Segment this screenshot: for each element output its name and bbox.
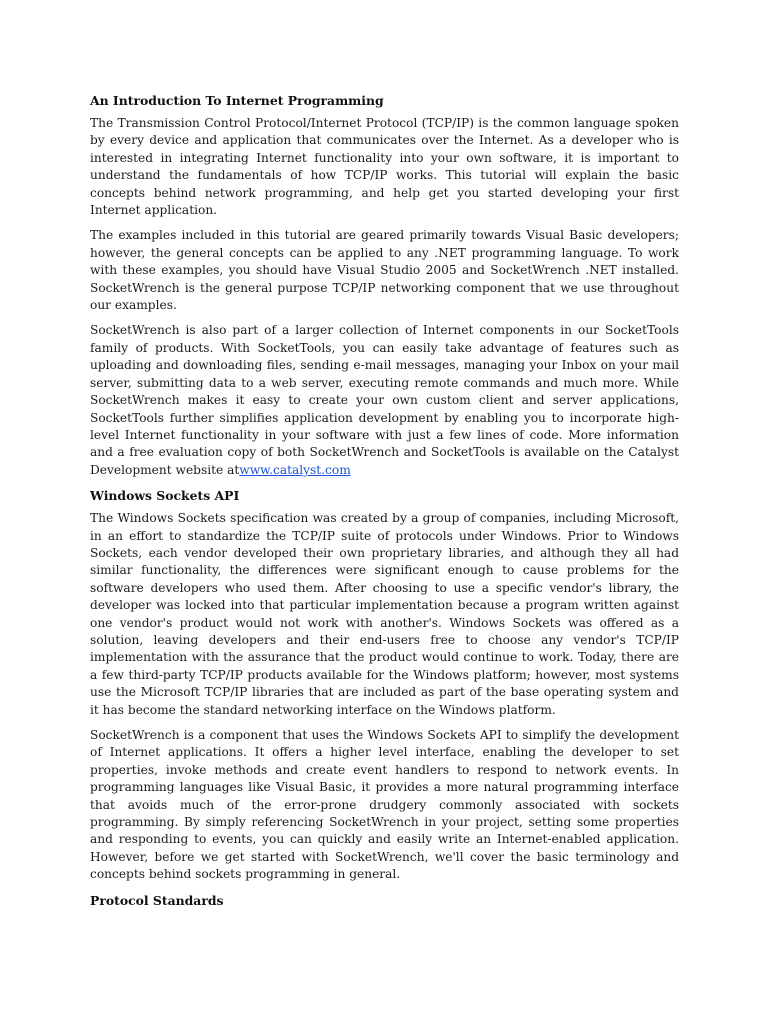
section-heading-windows-sockets: Windows Sockets API: [90, 488, 240, 504]
paragraph: The examples included in this tutorial are geared primarily towards Visual Basic developers; however, the general concepts can be applied to any .NET programming language. To work with these examples, you should have Visual Studio 2005 and SocketWrench .NET installed. SocketWrench is the general purpose TCP/IP networking component that we use throughout our examples.: [90, 228, 679, 313]
document-page: [90, 92, 679, 915]
paragraph: SocketWrench is a component that uses the Windows Sockets API to simplify the development of Internet applications. It offers a higher level interface, enabling the developer to set properties, invoke methods and create event handlers to respond to network events. In programming languages like Visual Basic, it provides a more natural programming interface that avoids much of the error-prone drudgery commonly associated with sockets programming. By simply referencing SocketWrench in your project, setting some properties and responding to events, you can quickly and easily write an Internet-enabled application. However, before we get started with SocketWrench, we'll cover the basic terminology and concepts behind sockets programming in general.: [90, 728, 679, 882]
catalyst-website-link[interactable]: www.catalyst.com: [239, 462, 351, 477]
paragraph-with-link: [90, 322, 679, 479]
paragraph: The Transmission Control Protocol/Internet Protocol (TCP/IP) is the common language spoken by every device and application that communicates over the Internet. As a developer who is interested in integrating Internet functionality into your own software, it is important to understand the fundamentals of how TCP/IP works. This tutorial will explain the basic concepts behind network programming, and help get you started developing your first Internet application.: [90, 116, 679, 218]
section-heading-intro: An Introduction To Internet Programming: [90, 93, 384, 108]
section-heading-protocol-standards: Protocol Standards: [90, 892, 224, 908]
paragraph-text: SocketWrench is also part of a larger collection of Internet components in our SocketTools family of products. With SocketTools, you can easily take advantage of features such as uploading and downloading files, sending e-mail messages, managing your Inbox on your mail server, submitting data to a web server, executing remote commands and much more. While SocketWrench makes it easy to create your own custom client and server applications, SocketTools further simplifies application development by enabling you to incorporate high-level Internet functionality in your software with just a few lines of code. More information and a free evaluation copy of both SocketWrench and SocketTools is available on the Catalyst Development website at: [90, 323, 679, 477]
paragraph: The Windows Sockets specification was created by a group of companies, including Microsoft, in an effort to standardize the TCP/IP suite of protocols under Windows. Prior to Windows Sockets, each vendor developed their own proprietary libraries, and although they all had similar functionality, the differences were significant enough to cause problems for the software developers who used them. After choosing to use a specific vendor's library, the developer was locked into that particular implementation because a program written against one vendor's product would not work with another's. Windows Sockets was offered as a solution, leaving developers and their end-users free to choose any vendor's TCP/IP implementation with the assurance that the product would continue to work. Today, there are a few third-party TCP/IP products available for the Windows platform; however, most systems use the Microsoft TCP/IP libraries that are included as part of the base operating system and it has become the standard networking interface on the Windows platform.: [90, 511, 679, 717]
